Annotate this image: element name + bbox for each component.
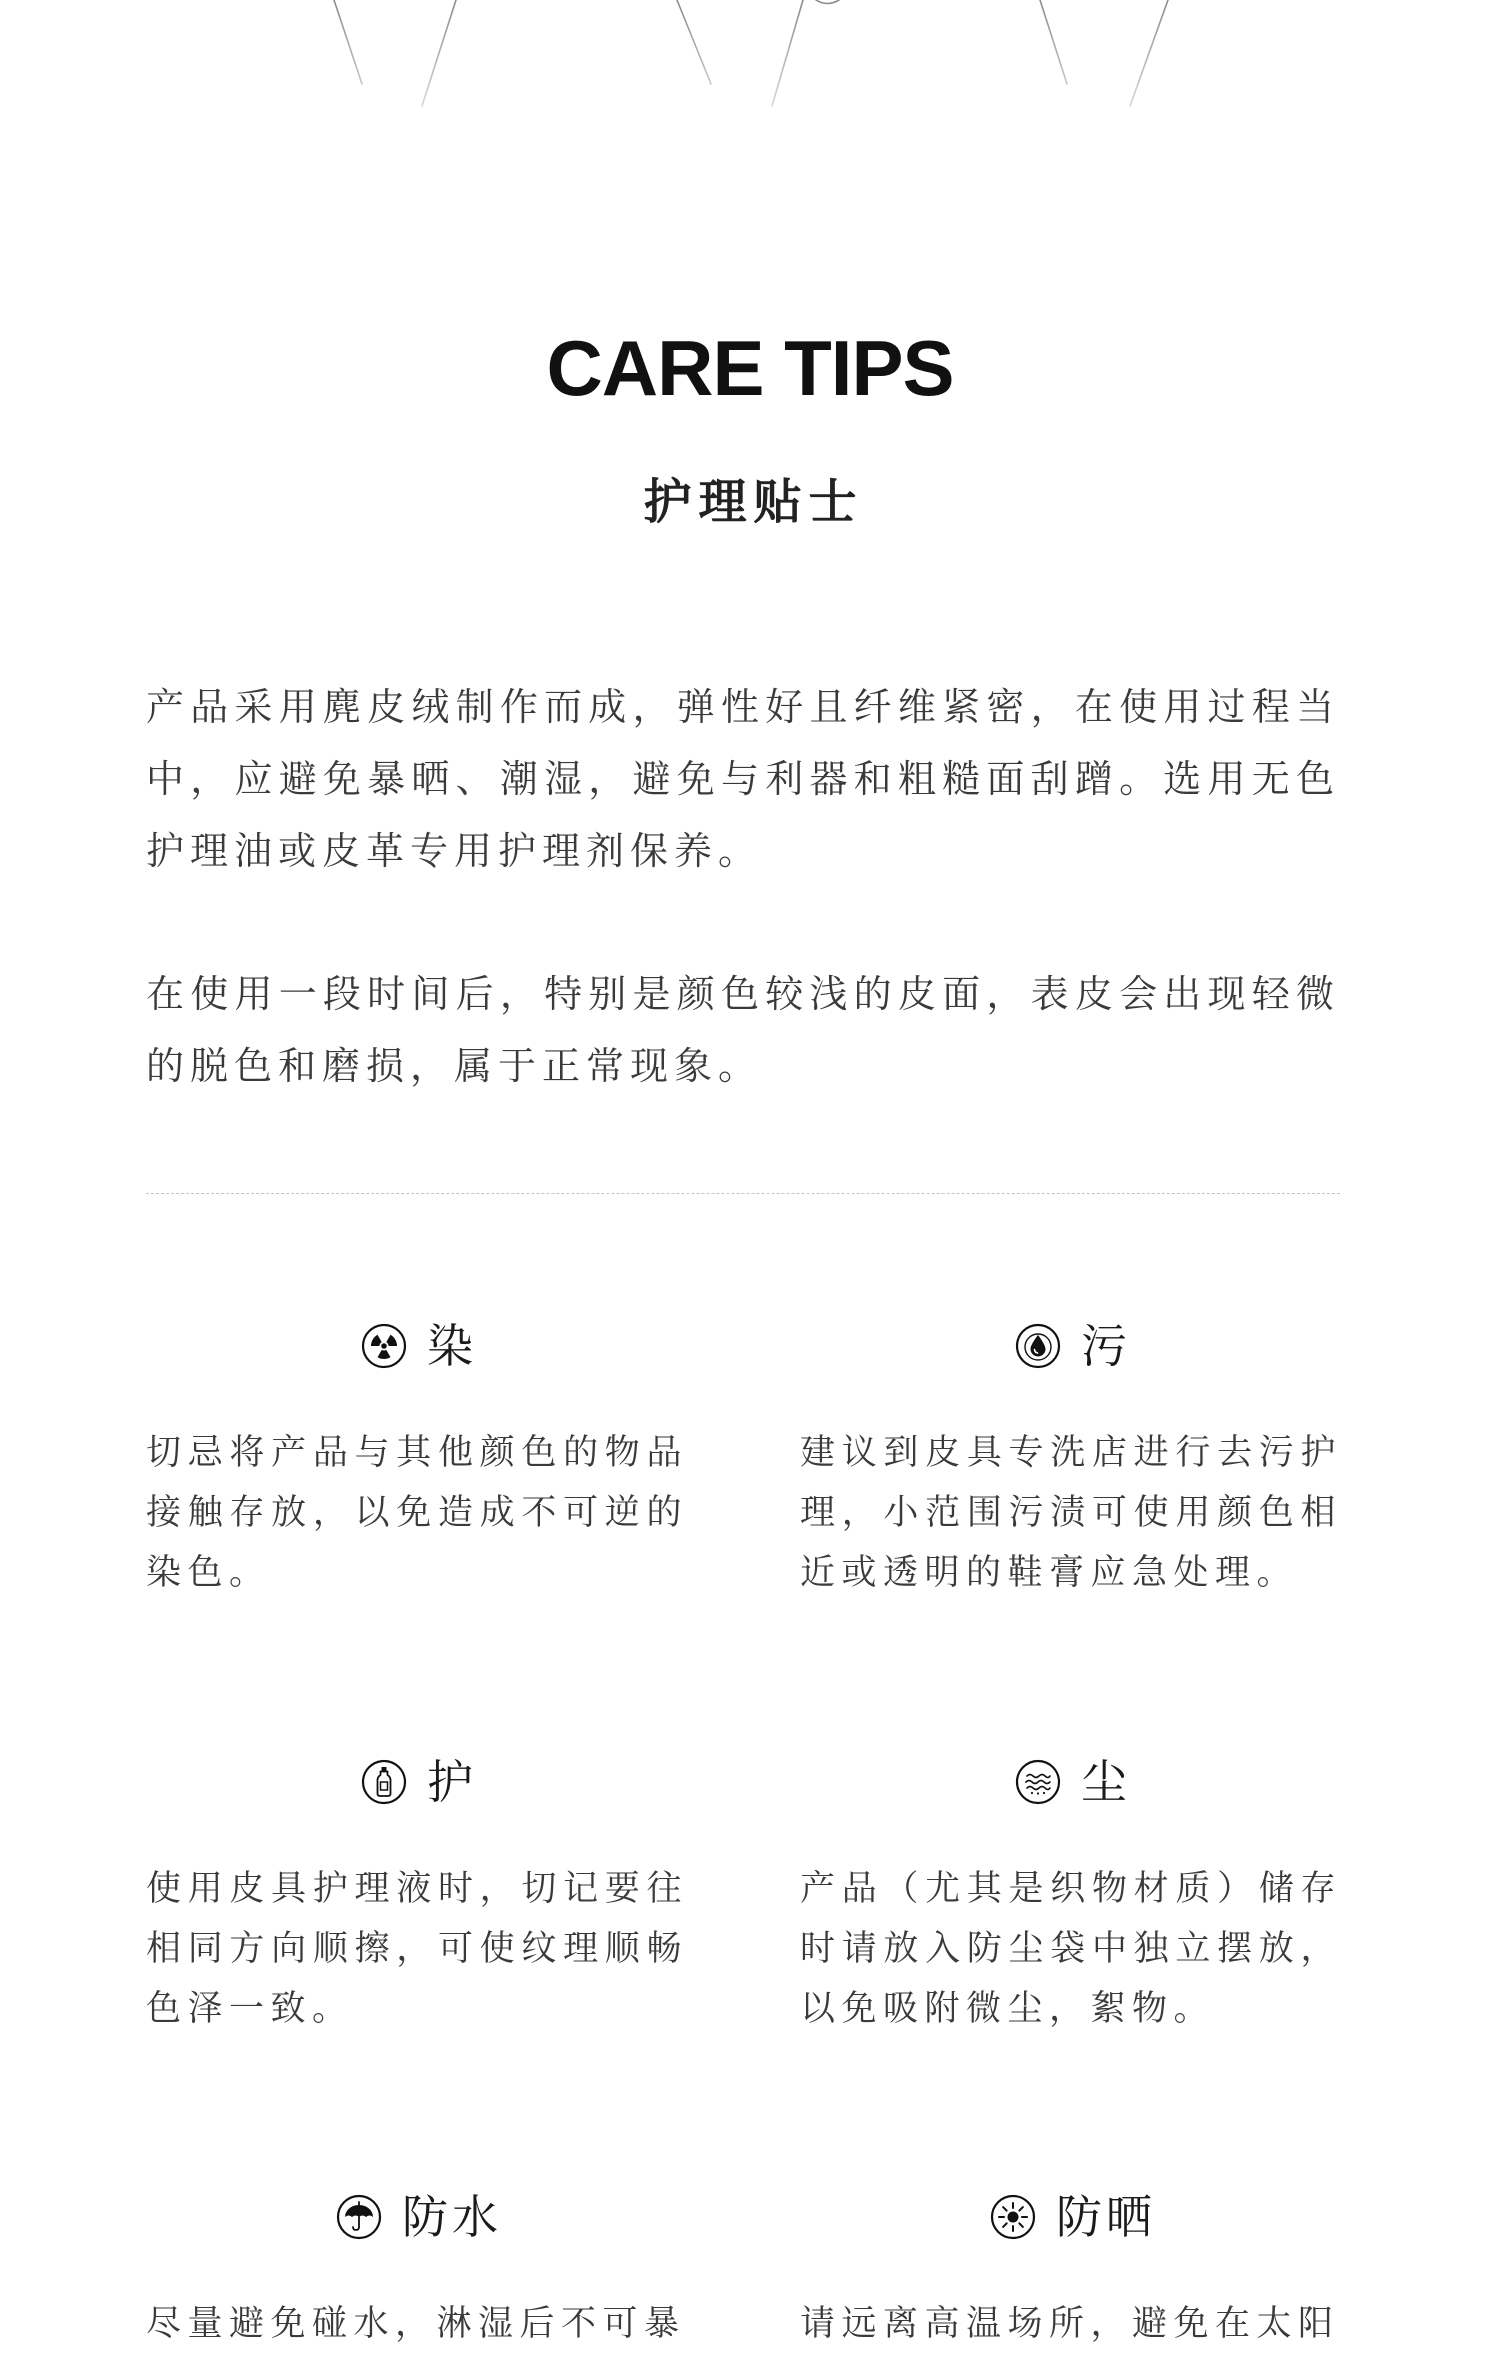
intro-paragraph: 产品采用麂皮绒制作而成，弹性好且纤维紧密，在使用过程当中，应避免暴晒、潮湿，避免与利器和粗糙面刮蹭。选用无色护理油或皮革专用护理剂保养。: [146, 687, 1340, 873]
umbrella-icon: [336, 2194, 382, 2240]
tip-care: [146, 1752, 688, 2039]
intro-section: [146, 672, 1340, 1174]
decor-arc: [816, 0, 839, 4]
tip-label: 染: [427, 1320, 477, 1372]
tip-label: 污: [1081, 1320, 1131, 1372]
decor-line: [677, 0, 711, 84]
sun-icon: [990, 2194, 1036, 2240]
tip-dust: [800, 1752, 1342, 2039]
tip-stain: [800, 1316, 1342, 1603]
intro-paragraph: 在使用一段时间后，特别是颜色较浅的皮面，表皮会出现轻微的脱色和磨损，属于正常现象。: [146, 974, 1340, 1088]
tip-heading: [800, 2187, 1342, 2247]
tip-label: 防晒: [1056, 2191, 1156, 2243]
bottle-icon: [361, 1759, 407, 1805]
tip-heading: [800, 1316, 1342, 1376]
tip-heading: [146, 1316, 688, 1376]
tip-label: 尘: [1081, 1756, 1131, 1808]
tip-label: 护: [427, 1756, 477, 1808]
trefoil-icon: [361, 1323, 407, 1369]
tip-heading: [800, 1752, 1342, 1812]
tip-waterproof: [146, 2187, 688, 2343]
wind-icon: [1015, 1759, 1061, 1805]
decor-line: [422, 0, 456, 106]
tip-text: 使用皮具护理液时，切记要往相同方向顺擦，可使纹理顺畅色泽一致。: [146, 1869, 688, 2028]
top-decoration: [0, 0, 1500, 120]
tip-text: 请远离高温场所，避免在太阳: [800, 2304, 1340, 2343]
decor-line: [334, 0, 362, 84]
page-subtitle: 护理贴士: [643, 476, 864, 529]
tip-sunproof: [800, 2187, 1342, 2343]
tip-text: 产品（尤其是织物材质）储存时请放入防尘袋中独立摆放，以免吸附微尘，絮物。: [800, 1869, 1342, 2028]
decor-line: [1130, 0, 1168, 106]
droplet-icon: [1015, 1323, 1061, 1369]
tip-text: 尽量避免碰水，淋湿后不可暴: [146, 2304, 686, 2343]
decor-line: [1040, 0, 1067, 84]
tip-heading: [146, 1752, 688, 1812]
tip-heading: [146, 2187, 688, 2247]
tip-dye: [146, 1316, 688, 1603]
tip-text: 建议到皮具专洗店进行去污护理，小范围污渍可使用颜色相近或透明的鞋膏应急处理。: [800, 1433, 1342, 1592]
decor-line: [772, 0, 803, 106]
tip-label: 防水: [402, 2191, 502, 2243]
dashed-divider: [146, 1193, 1340, 1194]
page-title: CARE TIPS: [546, 324, 954, 412]
tip-text: 切忌将产品与其他颜色的物品接触存放，以免造成不可逆的染色。: [146, 1433, 688, 1592]
